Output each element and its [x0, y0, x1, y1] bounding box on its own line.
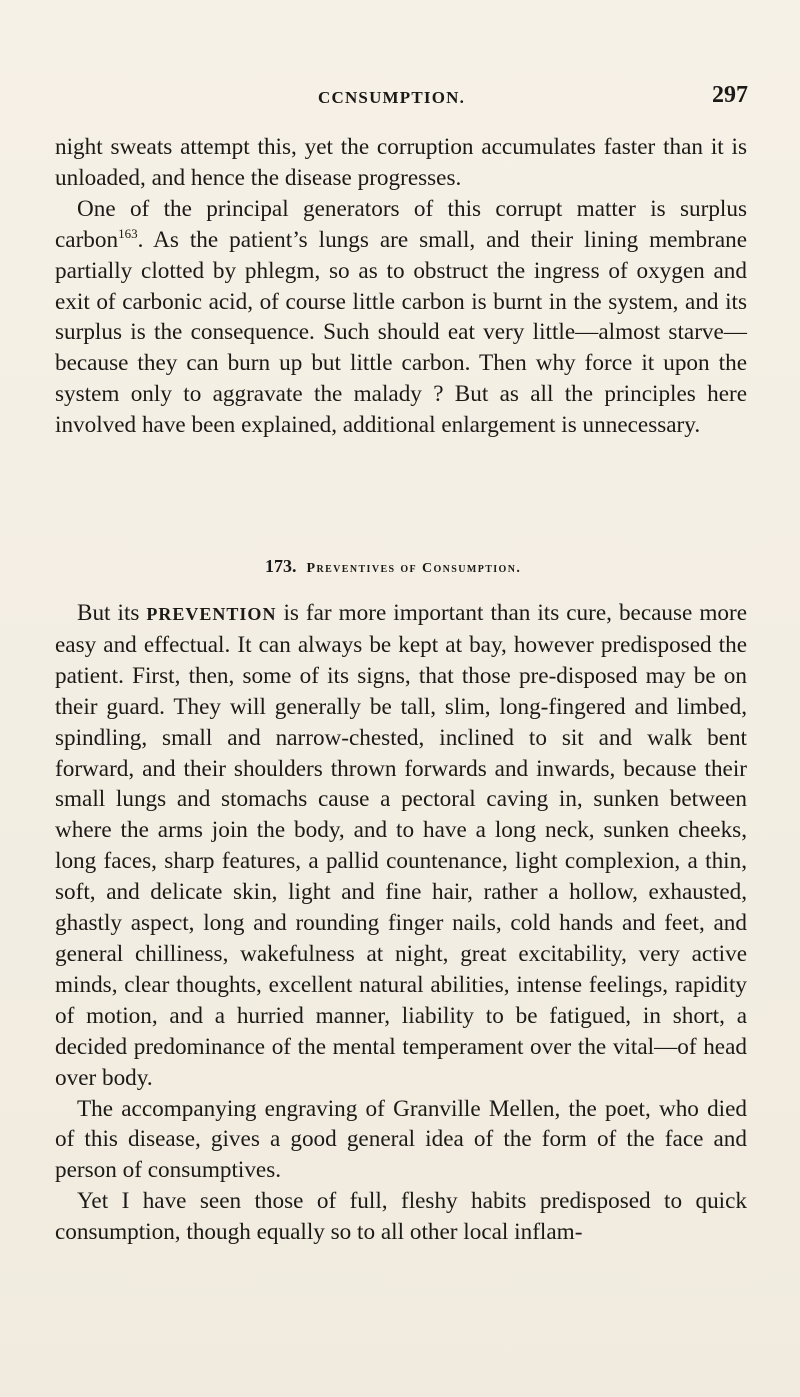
- text-block-lower: [55, 598, 747, 1248]
- text-block-upper: [55, 132, 747, 441]
- paragraph-text: Yet I have seen those of full, fleshy habits predisposed to quick consumption, though equally so to all other local inflam-: [55, 1188, 747, 1246]
- section-title: Preventives of Consumption.: [306, 561, 522, 576]
- section-heading: [265, 556, 521, 577]
- paragraph-text: . As the patient’s lungs are small, and their lining membrane partially clotted by phlegm, so as to obstruct the ingress of oxygen and exit of carbonic acid, of course little carbon is burnt in the system, and its surplus is the consequence. Such should eat very little—almost starve—because they can burn up but little carbon. Then why force it upon the system only to aggravate the malady ? But as all the principles here involved have been explained, additional enlargement is unnecessary.: [55, 226, 747, 439]
- paragraph-text: One of the principal generators of this corrupt matter is surplus carbon: [55, 195, 747, 253]
- section-number: 173.: [265, 556, 297, 576]
- page-number: 297: [712, 82, 748, 108]
- paragraph-text: But its: [77, 600, 147, 626]
- paragraph-fleshy-habits: [55, 1186, 747, 1248]
- paragraph-text: The accompanying engraving of Granville Mellen, the poet, who died of this disease, gives a good general idea of the form of the face and person of consumptives.: [55, 1095, 747, 1184]
- paragraph-carbon: [55, 194, 747, 441]
- paragraph-prevention: [55, 598, 747, 1094]
- page-header: [0, 82, 800, 112]
- paragraph-text: is far more important than its cure, because more easy and effectual. It can always be kept at bay, however predisposed the patient. First, then, some of its signs, that those pre-disposed may be on their guard. They will generally be tall, slim, long-fingered and limbed, spindling, small and narrow-chested, inclined to sit and walk bent forward, and their shoulders thrown forwards and inwards, because their small lungs and stomachs cause a pectoral caving in, sunken between where the arms join the body, and to have a long neck, sunken cheeks, long faces, sharp features, a pallid countenance, light complexion, a thin, soft, and delicate skin, light and fine hair, rather a hollow, exhausted, ghastly aspect, long and rounding finger nails, cold hands and feet, and general chilliness, wakefulness at night, great excitability, very active minds, clear thoughts, excellent natural abilities, intense feelings, rapidity of motion, and a hurried manner, liability to be fatigued, in short, a decided predominance of the mental temperament over the vital—of head over body.: [55, 600, 747, 1091]
- small-caps-term: PREVENTION: [146, 604, 277, 624]
- paragraph-engraving: [55, 1094, 747, 1187]
- footnote-reference: 163: [118, 225, 138, 241]
- paragraph-continued: [55, 132, 747, 194]
- running-title: CCNSUMPTION.: [318, 88, 466, 107]
- paragraph-text: night sweats attempt this, yet the corruption accumulates faster than it is unloaded, and hence the disease progresses.: [55, 134, 747, 191]
